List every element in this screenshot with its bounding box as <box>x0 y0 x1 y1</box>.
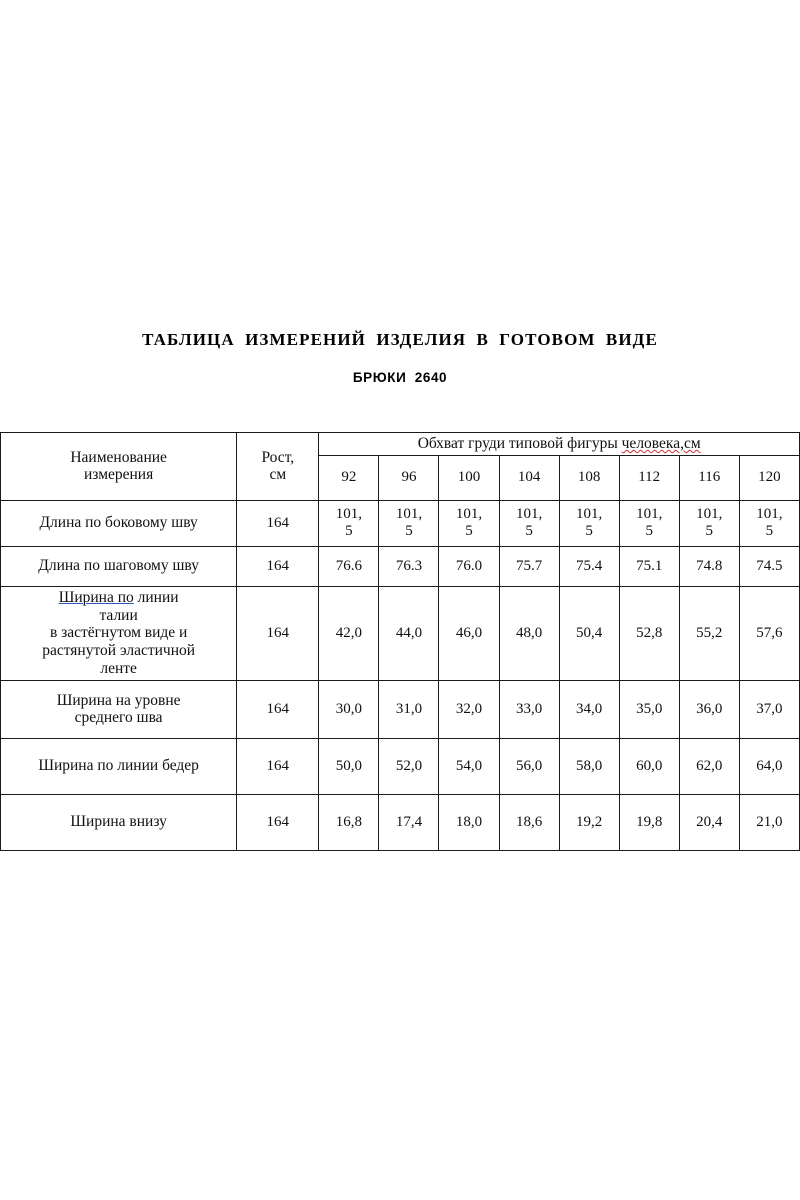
header-size-104: 104 <box>499 455 559 500</box>
measurements-table <box>0 432 800 851</box>
row-value: 55,2 <box>679 586 739 680</box>
table-row <box>1 500 800 546</box>
header-size-100: 100 <box>439 455 499 500</box>
row-value: 62,0 <box>679 738 739 794</box>
row-label-line5: ленте <box>100 660 137 678</box>
header-height-line2: см <box>269 466 287 484</box>
row-value: 101, 5 <box>619 500 679 546</box>
row-value: 35,0 <box>619 680 679 738</box>
row-value: 17,4 <box>379 794 439 850</box>
table-row <box>1 546 800 586</box>
row-label-line1: Ширина на уровне <box>56 691 181 709</box>
row-value: 37,0 <box>739 680 799 738</box>
row-value: 16,8 <box>319 794 379 850</box>
row-label-line1 <box>2 589 235 607</box>
row-value: 21,0 <box>739 794 799 850</box>
row-value: 19,2 <box>559 794 619 850</box>
row-value: 32,0 <box>439 680 499 738</box>
row-value: 101, 5 <box>319 500 379 546</box>
row-value: 101, 5 <box>679 500 739 546</box>
row-label: Ширина внизу <box>1 794 237 850</box>
row-value: 52,8 <box>619 586 679 680</box>
header-chest-group-text-marked: человека,см <box>621 435 701 452</box>
table-row <box>1 738 800 794</box>
row-label-line4: растянутой эластичной <box>42 642 196 660</box>
header-measurement-name-line2: измерения <box>84 466 154 484</box>
row-value: 48,0 <box>499 586 559 680</box>
header-chest-group <box>319 433 800 456</box>
row-height: 164 <box>237 738 319 794</box>
row-value: 36,0 <box>679 680 739 738</box>
row-value: 52,0 <box>379 738 439 794</box>
row-value: 101, 5 <box>379 500 439 546</box>
table-row <box>1 794 800 850</box>
row-height: 164 <box>237 546 319 586</box>
table-row <box>1 680 800 738</box>
row-value: 74.8 <box>679 546 739 586</box>
row-value: 76.3 <box>379 546 439 586</box>
row-value: 20,4 <box>679 794 739 850</box>
title-block <box>0 330 800 385</box>
row-height: 164 <box>237 794 319 850</box>
row-label <box>1 586 237 680</box>
row-value: 30,0 <box>319 680 379 738</box>
row-value: 76.0 <box>439 546 499 586</box>
row-value: 60,0 <box>619 738 679 794</box>
row-label: Ширина по линии бедер <box>1 738 237 794</box>
row-label-line1-underlined: Ширина по <box>58 588 134 606</box>
row-label-line3: в застёгнутом виде и <box>49 624 188 642</box>
row-value: 75.7 <box>499 546 559 586</box>
page-title: ТАБЛИЦА ИЗМЕРЕНИЙ ИЗДЕЛИЯ В ГОТОВОМ ВИДЕ <box>142 330 658 349</box>
row-value: 50,0 <box>319 738 379 794</box>
row-value: 75.4 <box>559 546 619 586</box>
row-value: 44,0 <box>379 586 439 680</box>
header-height-line1: Рост, <box>261 448 295 466</box>
row-label-line1-rest: линии <box>133 588 179 606</box>
row-value: 101, 5 <box>499 500 559 546</box>
row-value: 33,0 <box>499 680 559 738</box>
header-size-112: 112 <box>619 455 679 500</box>
page-subtitle: БРЮКИ 2640 <box>352 370 448 385</box>
row-value: 75.1 <box>619 546 679 586</box>
header-size-108: 108 <box>559 455 619 500</box>
row-height: 164 <box>237 586 319 680</box>
row-value: 42,0 <box>319 586 379 680</box>
row-value: 58,0 <box>559 738 619 794</box>
table-row <box>1 586 800 680</box>
row-value: 46,0 <box>439 586 499 680</box>
header-size-120: 120 <box>739 455 799 500</box>
row-label: Длина по шаговому шву <box>1 546 237 586</box>
row-label-line2: среднего шва <box>74 709 163 727</box>
row-label: Длина по боковому шву <box>1 500 237 546</box>
row-value: 18,0 <box>439 794 499 850</box>
header-height <box>237 433 319 501</box>
row-value: 57,6 <box>739 586 799 680</box>
table-header-row-top <box>1 433 800 456</box>
row-value: 50,4 <box>559 586 619 680</box>
header-measurement-name <box>1 433 237 501</box>
row-value: 54,0 <box>439 738 499 794</box>
row-value: 101, 5 <box>439 500 499 546</box>
measurements-table-wrap <box>0 432 800 851</box>
header-chest-group-text: Обхват груди типовой фигуры <box>417 435 622 452</box>
row-label-line2: талии <box>99 606 138 624</box>
row-height: 164 <box>237 500 319 546</box>
header-size-116: 116 <box>679 455 739 500</box>
row-value: 34,0 <box>559 680 619 738</box>
row-value: 18,6 <box>499 794 559 850</box>
row-height: 164 <box>237 680 319 738</box>
row-value: 19,8 <box>619 794 679 850</box>
row-value: 64,0 <box>739 738 799 794</box>
header-size-96: 96 <box>379 455 439 500</box>
row-value: 31,0 <box>379 680 439 738</box>
row-value: 101, 5 <box>559 500 619 546</box>
row-value: 101, 5 <box>739 500 799 546</box>
header-size-92: 92 <box>319 455 379 500</box>
row-value: 76.6 <box>319 546 379 586</box>
row-value: 74.5 <box>739 546 799 586</box>
row-label <box>1 680 237 738</box>
header-measurement-name-line1: Наименование <box>70 448 167 466</box>
row-value: 56,0 <box>499 738 559 794</box>
